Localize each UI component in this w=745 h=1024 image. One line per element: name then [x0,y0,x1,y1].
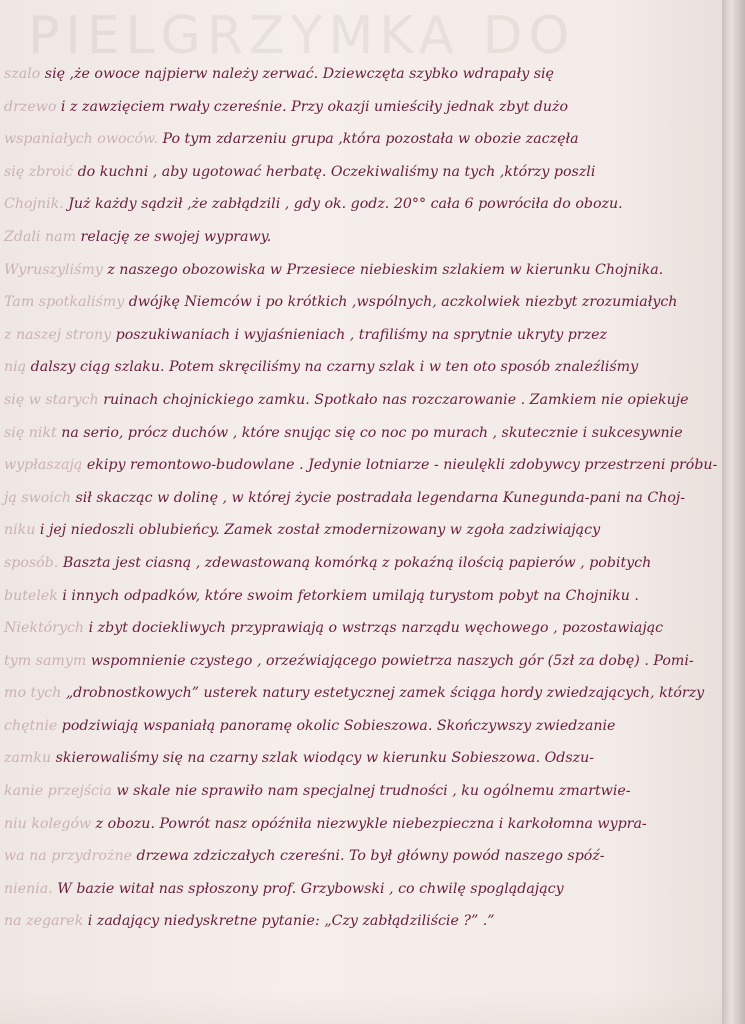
line-text: i jej niedoszli oblubieńcy. Zamek został zmodernizowany w zgoła zadziwiający [35,522,601,539]
line-text: „drobnostkowych” usterek natury estetycznej zamek ściąga hordy zwiedzających, którzy [61,685,705,702]
faded-margin-text: się nikt [4,424,57,441]
line-text: w skale nie sprawiło nam specjalnej trudności , ku ogólnemu zmartwie- [112,783,631,800]
text-line [0,873,722,906]
faded-margin-text: nią [4,359,27,376]
text-line [0,482,722,515]
text-line [0,221,722,254]
text-line [0,156,722,189]
line-text: Po tym zdarzeniu grupa ,która pozostała w obozie zaczęła [158,131,579,148]
line-text: dalszy ciąg szlaku. Potem skręciliśmy na czarny szlak i w ten oto sposób znaleźliśmy [26,359,639,376]
faded-margin-text: się w starych [4,391,99,408]
text-line [0,645,722,678]
line-text: na serio, prócz duchów , które snując się co noc po murach , skutecznie i sukcesywnie [56,424,683,441]
text-line [0,449,722,482]
text-line [0,384,722,417]
faded-margin-text: wa na przydrożne [4,848,132,865]
line-text: Baszta jest ciasną , zdewastowaną komórką z pokaźną ilością papierów , pobitych [58,554,652,571]
line-text: W bazie witał nas spłoszony prof. Grzybowski , co chwilę spoglądający [52,880,564,897]
page-fold-edge [722,0,745,1024]
faded-margin-text: niku [4,522,36,539]
text-line [0,840,722,873]
text-line [0,188,722,221]
faded-margin-text: zamku [4,750,52,767]
faded-margin-text: szalo [4,66,41,82]
faded-margin-text: Niektórych [4,620,85,637]
faded-margin-text: na zegarek [4,913,84,930]
faded-margin-text: wspaniałych owoców. [4,131,158,148]
text-line [0,710,722,743]
text-line [0,677,722,710]
line-text: skierowaliśmy się na czarny szlak wiodący w kierunku Sobieszowa. Odszu- [51,750,595,767]
line-text: dwójkę Niemców i po krótkich ,wspólnych, aczkolwiek niezbyt zrozumiałych [124,294,678,311]
line-text: poszukiwaniach i wyjaśnieniach , trafiliśmy na sprytnie ukryty przez [111,326,608,343]
handwritten-text [0,58,722,938]
faded-margin-text: wypłaszają [4,457,83,474]
line-text: relację ze swojej wyprawy. [76,228,272,245]
text-line [0,254,722,287]
line-text: Już każdy sądził ,że zabłądzili , gdy ok. godz. 20°° cała 6 powróciła do obozu. [63,196,623,213]
faded-margin-text: drzewo [4,98,57,115]
text-line [0,775,722,808]
faded-margin-text: Chojnik. [4,196,64,213]
text-line [0,547,722,580]
faded-margin-text: niu kolegów [4,815,92,832]
faded-margin-text: Tam spotkaliśmy [4,294,125,311]
text-line [0,319,722,352]
text-line [0,123,722,156]
line-text: się ,że owoce najpierw należy zerwać. Dziewczęta szybko wdrapały się [40,66,554,82]
text-line [0,417,722,450]
line-text: sił skacząc w dolinę , w której życie postradała legendarna Kunegunda-pani na Choj- [70,489,686,506]
faded-margin-text: się zbroić [4,163,74,180]
line-text: ruinach chojnickiego zamku. Spotkało nas rozczarowanie . Zamkiem nie opiekuje [98,391,689,408]
line-text: wspomnienie czystego , orzeźwiającego powietrza naszych gór (5zł za dobę) . Pomi- [86,652,694,669]
text-line [0,808,722,841]
page-bottom-shadow [0,990,722,1024]
text-line [0,580,722,613]
line-text: ekipy remontowo-budowlane . Jedynie lotniarze - nieulękli zdobywcy przestrzeni próbu- [82,457,718,474]
line-text: z obozu. Powrót nasz opóźniła niezwykle niebezpieczna i karkołomna wypra- [91,815,647,832]
text-line [0,91,722,124]
line-text: i zadający niedyskretne pytanie: „Czy zabłądziliście ?” .” [83,913,495,930]
faded-margin-text: mo tych [4,685,62,702]
faded-margin-text: Zdali nam [4,228,77,245]
text-line [0,612,722,645]
text-line [0,286,722,319]
faded-margin-text: sposób. [4,554,59,571]
faded-margin-text: ją swoich [4,489,71,506]
faded-margin-text: kanie przejścia [4,783,112,800]
text-line [0,58,722,91]
line-text: z naszego obozowiska w Przesiece niebieskim szlakiem w kierunku Chojnika. [102,261,664,278]
line-text: i zbyt dociekliwych przyprawiają o wstrząs narządu węchowego , pozostawiając [84,620,664,637]
text-line [0,514,722,547]
line-text: drzewa zdziczałych czereśni. To był główny powód naszego spóź- [132,848,605,865]
faded-margin-text: z naszej strony [4,326,112,343]
faded-margin-text: butelek [4,587,58,604]
text-line [0,351,722,384]
text-line [0,742,722,775]
line-text: i innych odpadków, które swoim fetorkiem umilają turystom pobyt na Chojniku . [57,587,639,604]
line-text: podziwiają wspaniałą panoramę okolic Sobieszowa. Skończywszy zwiedzanie [57,717,616,734]
faded-margin-text: chętnie [4,717,58,734]
line-text: do kuchni , aby ugotować herbatę. Oczekiwaliśmy na tych ,którzy poszli [73,163,596,180]
line-text: i z zawzięciem rwały czereśnie. Przy okazji umieściły jednak zbyt dużo [56,98,569,115]
header-bleed-through: PIELGRZYMKA DO [28,6,576,56]
faded-margin-text: nienia. [4,880,53,897]
faded-margin-text: Wyruszyliśmy [4,261,103,278]
text-line [0,905,722,938]
faded-margin-text: tym samym [4,652,87,669]
